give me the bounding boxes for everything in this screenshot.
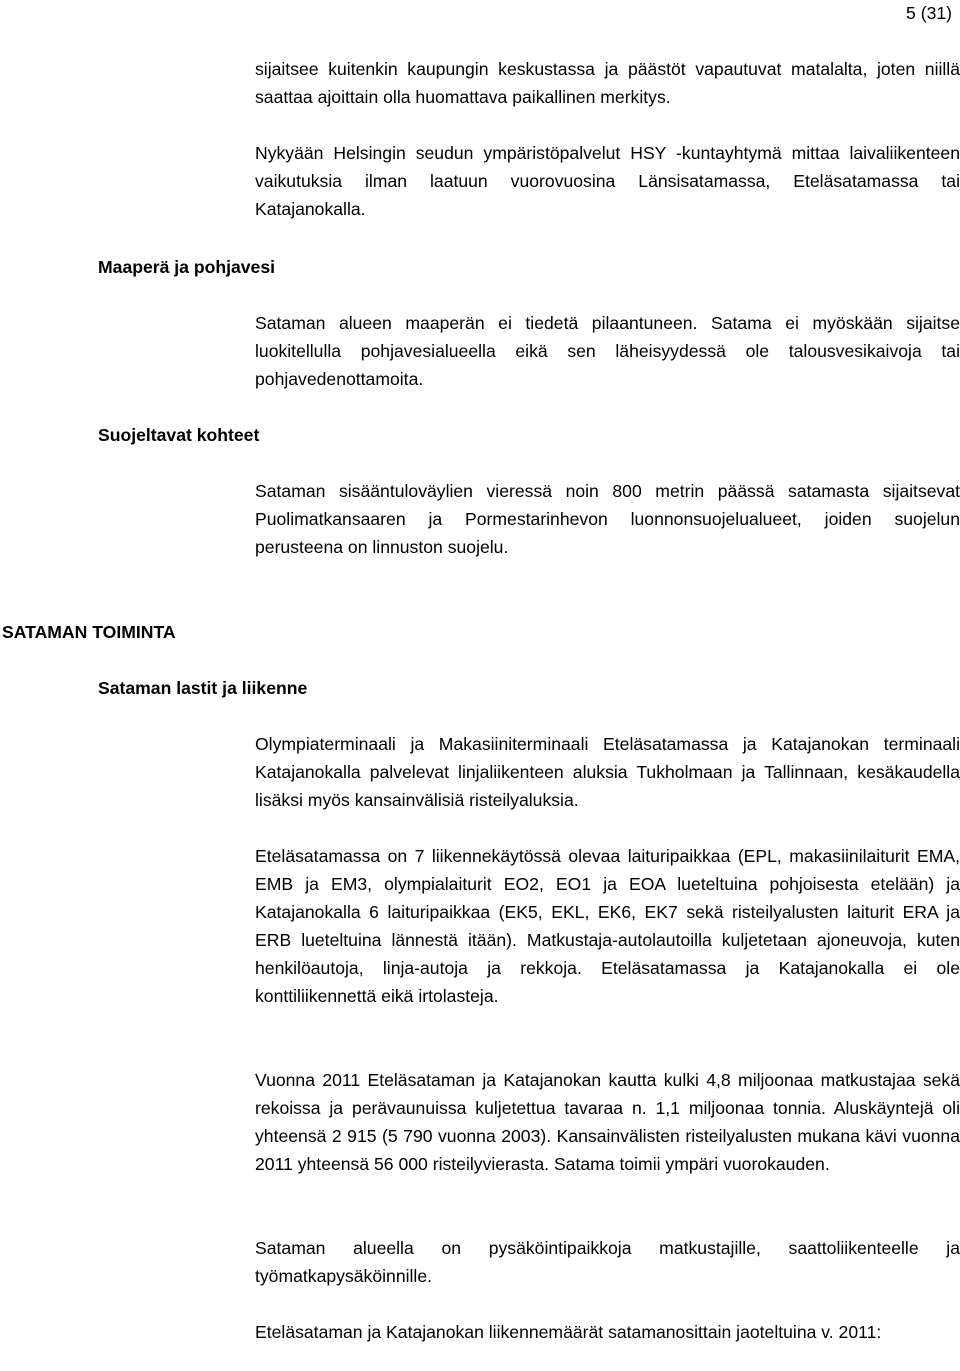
page-number: 5 (31) [906, 3, 952, 23]
heading-suojeltavat-kohteet: Suojeltavat kohteet [98, 425, 260, 445]
paragraph-traffic-volumes-intro: Eteläsataman ja Katajanokan liikennemäärät satamanosittain jaoteltuina v. 2011: [255, 1322, 882, 1342]
paragraph-air-emissions-cont: sijaitsee kuitenkin kaupungin keskustassa ja päästöt vapautuvat matalalta, joten niillä saattaa ajoittain olla huomattava paikallinen merkitys. [255, 59, 960, 107]
heading-sataman-toiminta: SATAMAN TOIMINTA [2, 622, 176, 642]
paragraph-terminals: Olympiaterminaali ja Makasiiniterminaali Eteläsatamassa ja Katajanokan terminaali Katajanokalla palvelevat linjaliikenteen aluksia Tukholmaan ja Tallinnaan, kesäkaudella lisäksi myös kansainvälisiä risteilyaluksia. [255, 734, 960, 810]
paragraph-berths: Eteläsatamassa on 7 liikennekäytössä olevaa laituripaikkaa (EPL, makasiinilaiturit EMA, EMB ja EM3, olympialaiturit EO2, EO1 ja EOA lueteltuina pohjoisesta etelään) ja Katajanokalla 6 laituripaikkaa (EK5, EKL, EK6, EK7 sekä risteilyalusten laiturit ERA ja ERB lueteltuina lännestä itään). Matkustaja-autolautoilla kuljetetaan ajoneuvoja, kuten henkilöautoja, linja-autoja ja rekkoja. Eteläsatamassa ja Katajanokalla ei ole konttiliikennettä eikä irtolasteja. [255, 846, 960, 1006]
heading-lastit-liikenne: Sataman lastit ja liikenne [98, 678, 308, 698]
paragraph-protected-sites: Sataman sisääntuloväylien vieressä noin 800 metrin päässä satamasta sijaitsevat Puolimatkansaaren ja Pormestarinhevon luonnonsuojelualueet, joiden suojelun perusteena on linnuston suojelu. [255, 481, 960, 557]
paragraph-soil-groundwater: Sataman alueen maaperän ei tiedetä pilaantuneen. Satama ei myöskään sijaitse luokitellulla pohjavesialueella eikä sen läheisyydessä ole talousvesikaivoja tai pohjavedenottamoita. [255, 313, 960, 389]
paragraph-hsy-measurements: Nykyään Helsingin seudun ympäristöpalvelut HSY -kuntayhtymä mittaa laivaliikenteen vaikutuksia ilman laatuun vuorovuosina Länsisatamassa, Eteläsatamassa tai Katajanokalla. [255, 143, 960, 219]
paragraph-traffic-2011: Vuonna 2011 Eteläsataman ja Katajanokan kautta kulki 4,8 miljoonaa matkustajaa sekä rekoissa ja perävaunuissa kuljetettua tavaraa n. 1,1 miljoonaa tonnia. Aluskäyntejä oli yhteensä 2 915 (5 790 vuonna 2003). Kansainvälisten risteilyalusten mukana kävi vuonna 2011 yhteensä 56 000 risteilyvierasta. Satama toimii ympäri vuorokauden. [255, 1070, 960, 1174]
paragraph-parking: Sataman alueella on pysäköintipaikkoja matkustajille, saattoliikenteelle ja työmatkapysäköinnille. [255, 1238, 960, 1286]
heading-maapera-pohjavesi: Maaperä ja pohjavesi [98, 257, 275, 277]
